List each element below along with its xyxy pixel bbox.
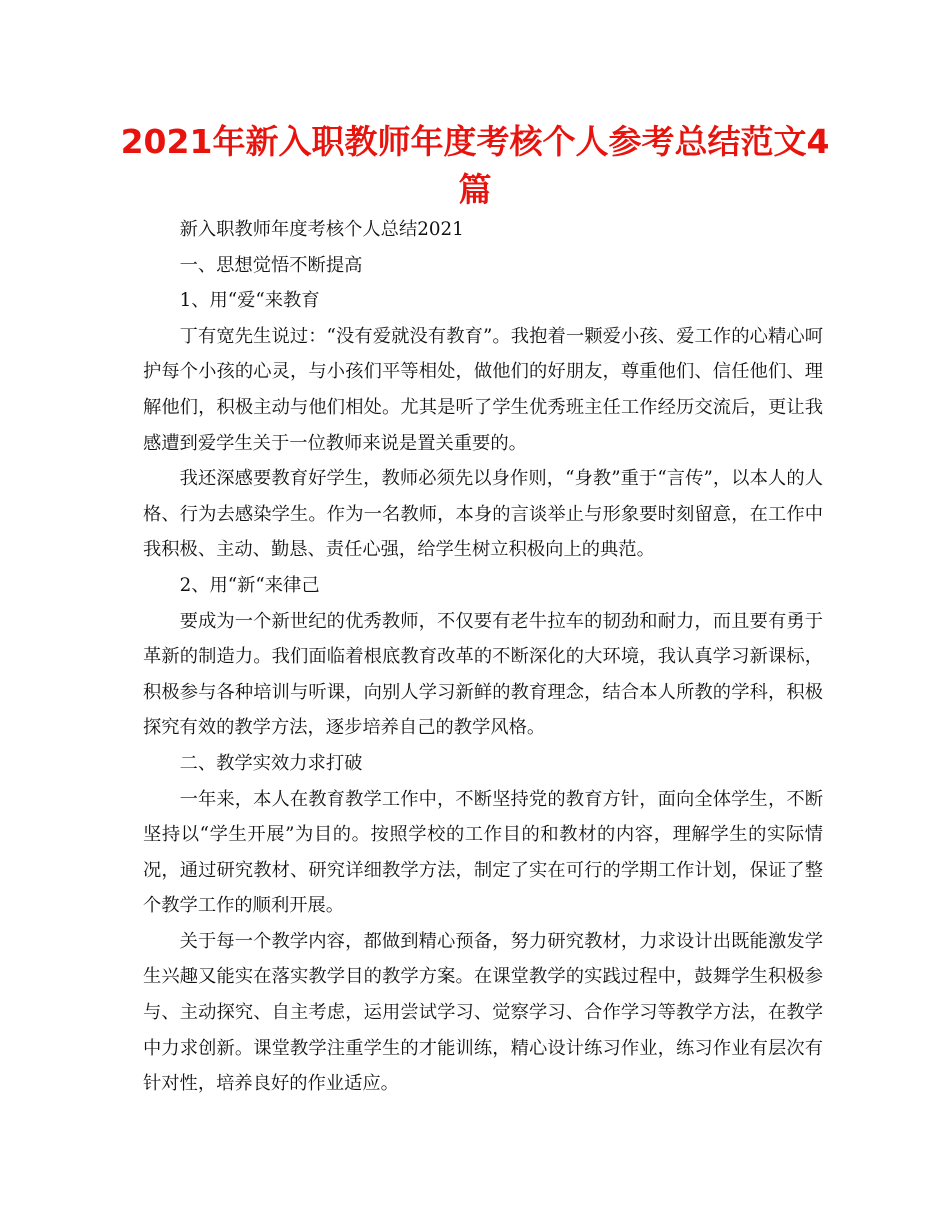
body-paragraph: 丁有宽先生说过：“没有爱就没有教育”。我抱着一颗爱小孩、爱工作的心精心呵护每个小孩的心灵，与小孩们平等相处，做他们的好朋友，尊重他们、信任他们、理解他们，积极主动与他们相处。尤其是听了学生优秀班主任工作经历交流后，更让我感遭到爱学生关于一位教师来说是置关重要的。 [143,325,823,454]
document-title: 2021年新入职教师年度考核个人参考总结范文4篇 [120,122,830,209]
body-paragraph: 我还深感要教育好学生，教师必须先以身作则，“身教”重于“言传”，以本人的人格、行为去感染学生。作为一名教师，本身的言谈举止与形象要时刻留意，在工作中我积极、主动、勤恳、责任心强，给学生树立积极向上的典范。 [143,468,823,561]
body-paragraph: 关于每一个教学内容，都做到精心预备，努力研究教材，力求设计出既能激发学生兴趣又能实在落实教学目的教学方案。在课堂教学的实践过程中，鼓舞学生积极参与、主动探究、自主考虑，运用尝试学习、觉察学习、合作学习等教学方法，在教学中力求创新。课堂教学注重学生的才能训练，精心设计练习作业，练习作业有层次有针对性，培养良好的作业适应。 [143,930,823,1095]
section-heading: 一、思想觉悟不断提高 [179,254,363,276]
subsection-heading: 1、用“爱“来教育 [179,290,320,312]
body-paragraph: 一年来，本人在教育教学工作中，不断坚持党的教育方针，面向全体学生，不断坚持以“学生开展”为目的。按照学校的工作目的和教材的内容，理解学生的实际情况，通过研究教材、研究详细教学方法，制定了实在可行的学期工作计划，保证了整个教学工作的顺利开展。 [143,788,823,917]
body-paragraph: 要成为一个新世纪的优秀教师，不仅要有老牛拉车的韧劲和耐力，而且要有勇于革新的制造力。我们面临着根底教育改革的不断深化的大环境，我认真学习新课标，积极参与各种培训与听课，向别人学习新鲜的教育理念，结合本人所教的学科，积极探究有效的教学方法，逐步培养自己的教学风格。 [143,610,823,739]
subtitle-paragraph: 新入职教师年度考核个人总结2021 [179,219,464,240]
document-body [143,212,823,1102]
section-heading: 二、教学实效力求打破 [179,752,363,774]
subsection-heading: 2、用“新“来律己 [179,574,320,596]
